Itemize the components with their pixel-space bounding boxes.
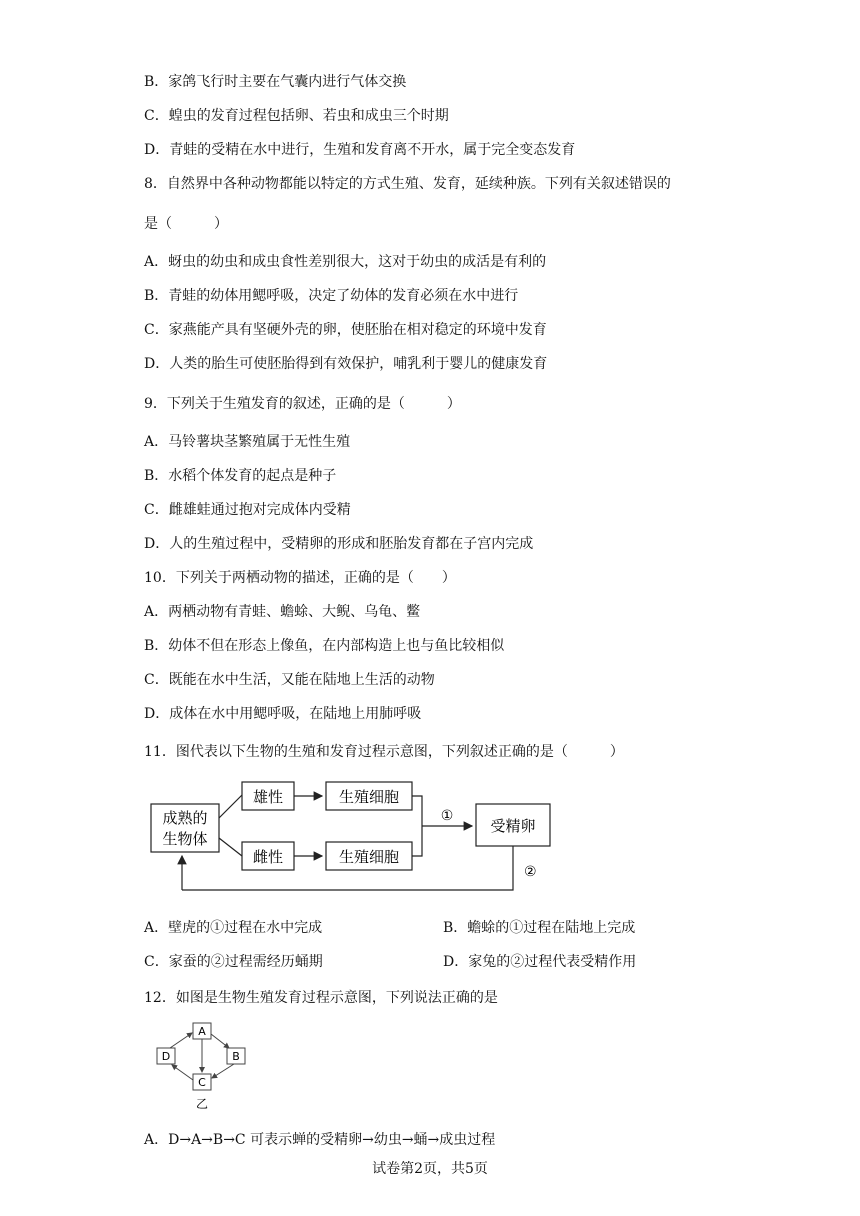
- organism-label-line1: 成熟的: [162, 809, 208, 827]
- step-1-marker: ①: [440, 808, 454, 824]
- q8-option-d: D．人类的胎生可使胚胎得到有效保护，哺乳利于婴儿的健康发育: [144, 356, 548, 372]
- node-a-label: A: [198, 1025, 206, 1038]
- q8-stem: 8．自然界中各种动物都能以特定的方式生殖、发育，延续种族。下列有关叙述错误的: [144, 176, 671, 192]
- q7-option-c: C．蝗虫的发育过程包括卵、若虫和成虫三个时期: [144, 108, 449, 124]
- female-label: 雌性: [252, 848, 284, 866]
- q12-cycle-diagram: [150, 1016, 260, 1116]
- q12-option-a: A．D→A→B→C 可表示蝉的受精卵→幼虫→蛹→成虫过程: [144, 1132, 496, 1148]
- zygote-label: 受精卵: [490, 817, 536, 835]
- q8-stem-continued: 是（ ）: [144, 216, 228, 232]
- q8-option-b: B．青蛙的幼体用鳃呼吸，决定了幼体的发育必须在水中进行: [144, 288, 519, 304]
- node-d-label: D: [161, 1050, 171, 1063]
- q11-stem: 11．图代表以下生物的生殖和发育过程示意图，下列叙述正确的是（ ）: [144, 744, 624, 760]
- node-b-label: B: [232, 1050, 240, 1063]
- male-germ-cell-label: 生殖细胞: [338, 788, 400, 806]
- q12-stem: 12．如图是生物生殖发育过程示意图，下列说法正确的是: [144, 990, 498, 1006]
- page-footer: 试卷第2页，共5页: [372, 1161, 488, 1177]
- q10-option-c: C．既能在水中生活，又能在陆地上生活的动物: [144, 672, 435, 688]
- q8-option-c: C．家燕能产具有坚硬外壳的卵，使胚胎在相对稳定的环境中发育: [144, 322, 547, 338]
- diagram-caption: 乙: [195, 1097, 209, 1111]
- q11-option-c: C．家蚕的②过程需经历蛹期: [144, 954, 323, 970]
- q11-option-b: B．蟾蜍的①过程在陆地上完成: [443, 920, 636, 936]
- male-label: 雄性: [252, 788, 284, 806]
- q7-option-b: B．家鸽飞行时主要在气囊内进行气体交换: [144, 74, 407, 90]
- q7-option-d: D．青蛙的受精在水中进行，生殖和发育离不开水，属于完全变态发育: [144, 142, 576, 158]
- q9-option-d: D．人的生殖过程中，受精卵的形成和胚胎发育都在子宫内完成: [144, 536, 534, 552]
- step-2-marker: ②: [524, 864, 537, 880]
- q10-stem: 10．下列关于两栖动物的描述，正确的是（ ）: [144, 570, 456, 586]
- q11-option-d: D．家兔的②过程代表受精作用: [443, 954, 637, 970]
- organism-label-line2: 生物体: [162, 830, 208, 848]
- q9-option-c: C．雌雄蛙通过抱对完成体内受精: [144, 502, 351, 518]
- node-c-label: C: [198, 1076, 206, 1089]
- q9-option-b: B．水稻个体发育的起点是种子: [144, 468, 337, 484]
- q8-option-a: A．蚜虫的幼虫和成虫食性差别很大，这对于幼虫的成活是有利的: [144, 254, 547, 270]
- q10-option-b: B．幼体不但在形态上像鱼，在内部构造上也与鱼比较相似: [144, 638, 505, 654]
- q10-option-a: A．两栖动物有青蛙、蟾蜍、大鲵、乌龟、鳖: [144, 604, 421, 620]
- q11-reproduction-diagram: [140, 776, 560, 896]
- q10-option-d: D．成体在水中用鳃呼吸，在陆地上用肺呼吸: [144, 706, 422, 722]
- q9-option-a: A．马铃薯块茎繁殖属于无性生殖: [144, 434, 351, 450]
- q9-stem: 9．下列关于生殖发育的叙述，正确的是（ ）: [144, 396, 461, 412]
- q11-option-a: A．壁虎的①过程在水中完成: [144, 920, 323, 936]
- female-germ-cell-label: 生殖细胞: [338, 848, 400, 866]
